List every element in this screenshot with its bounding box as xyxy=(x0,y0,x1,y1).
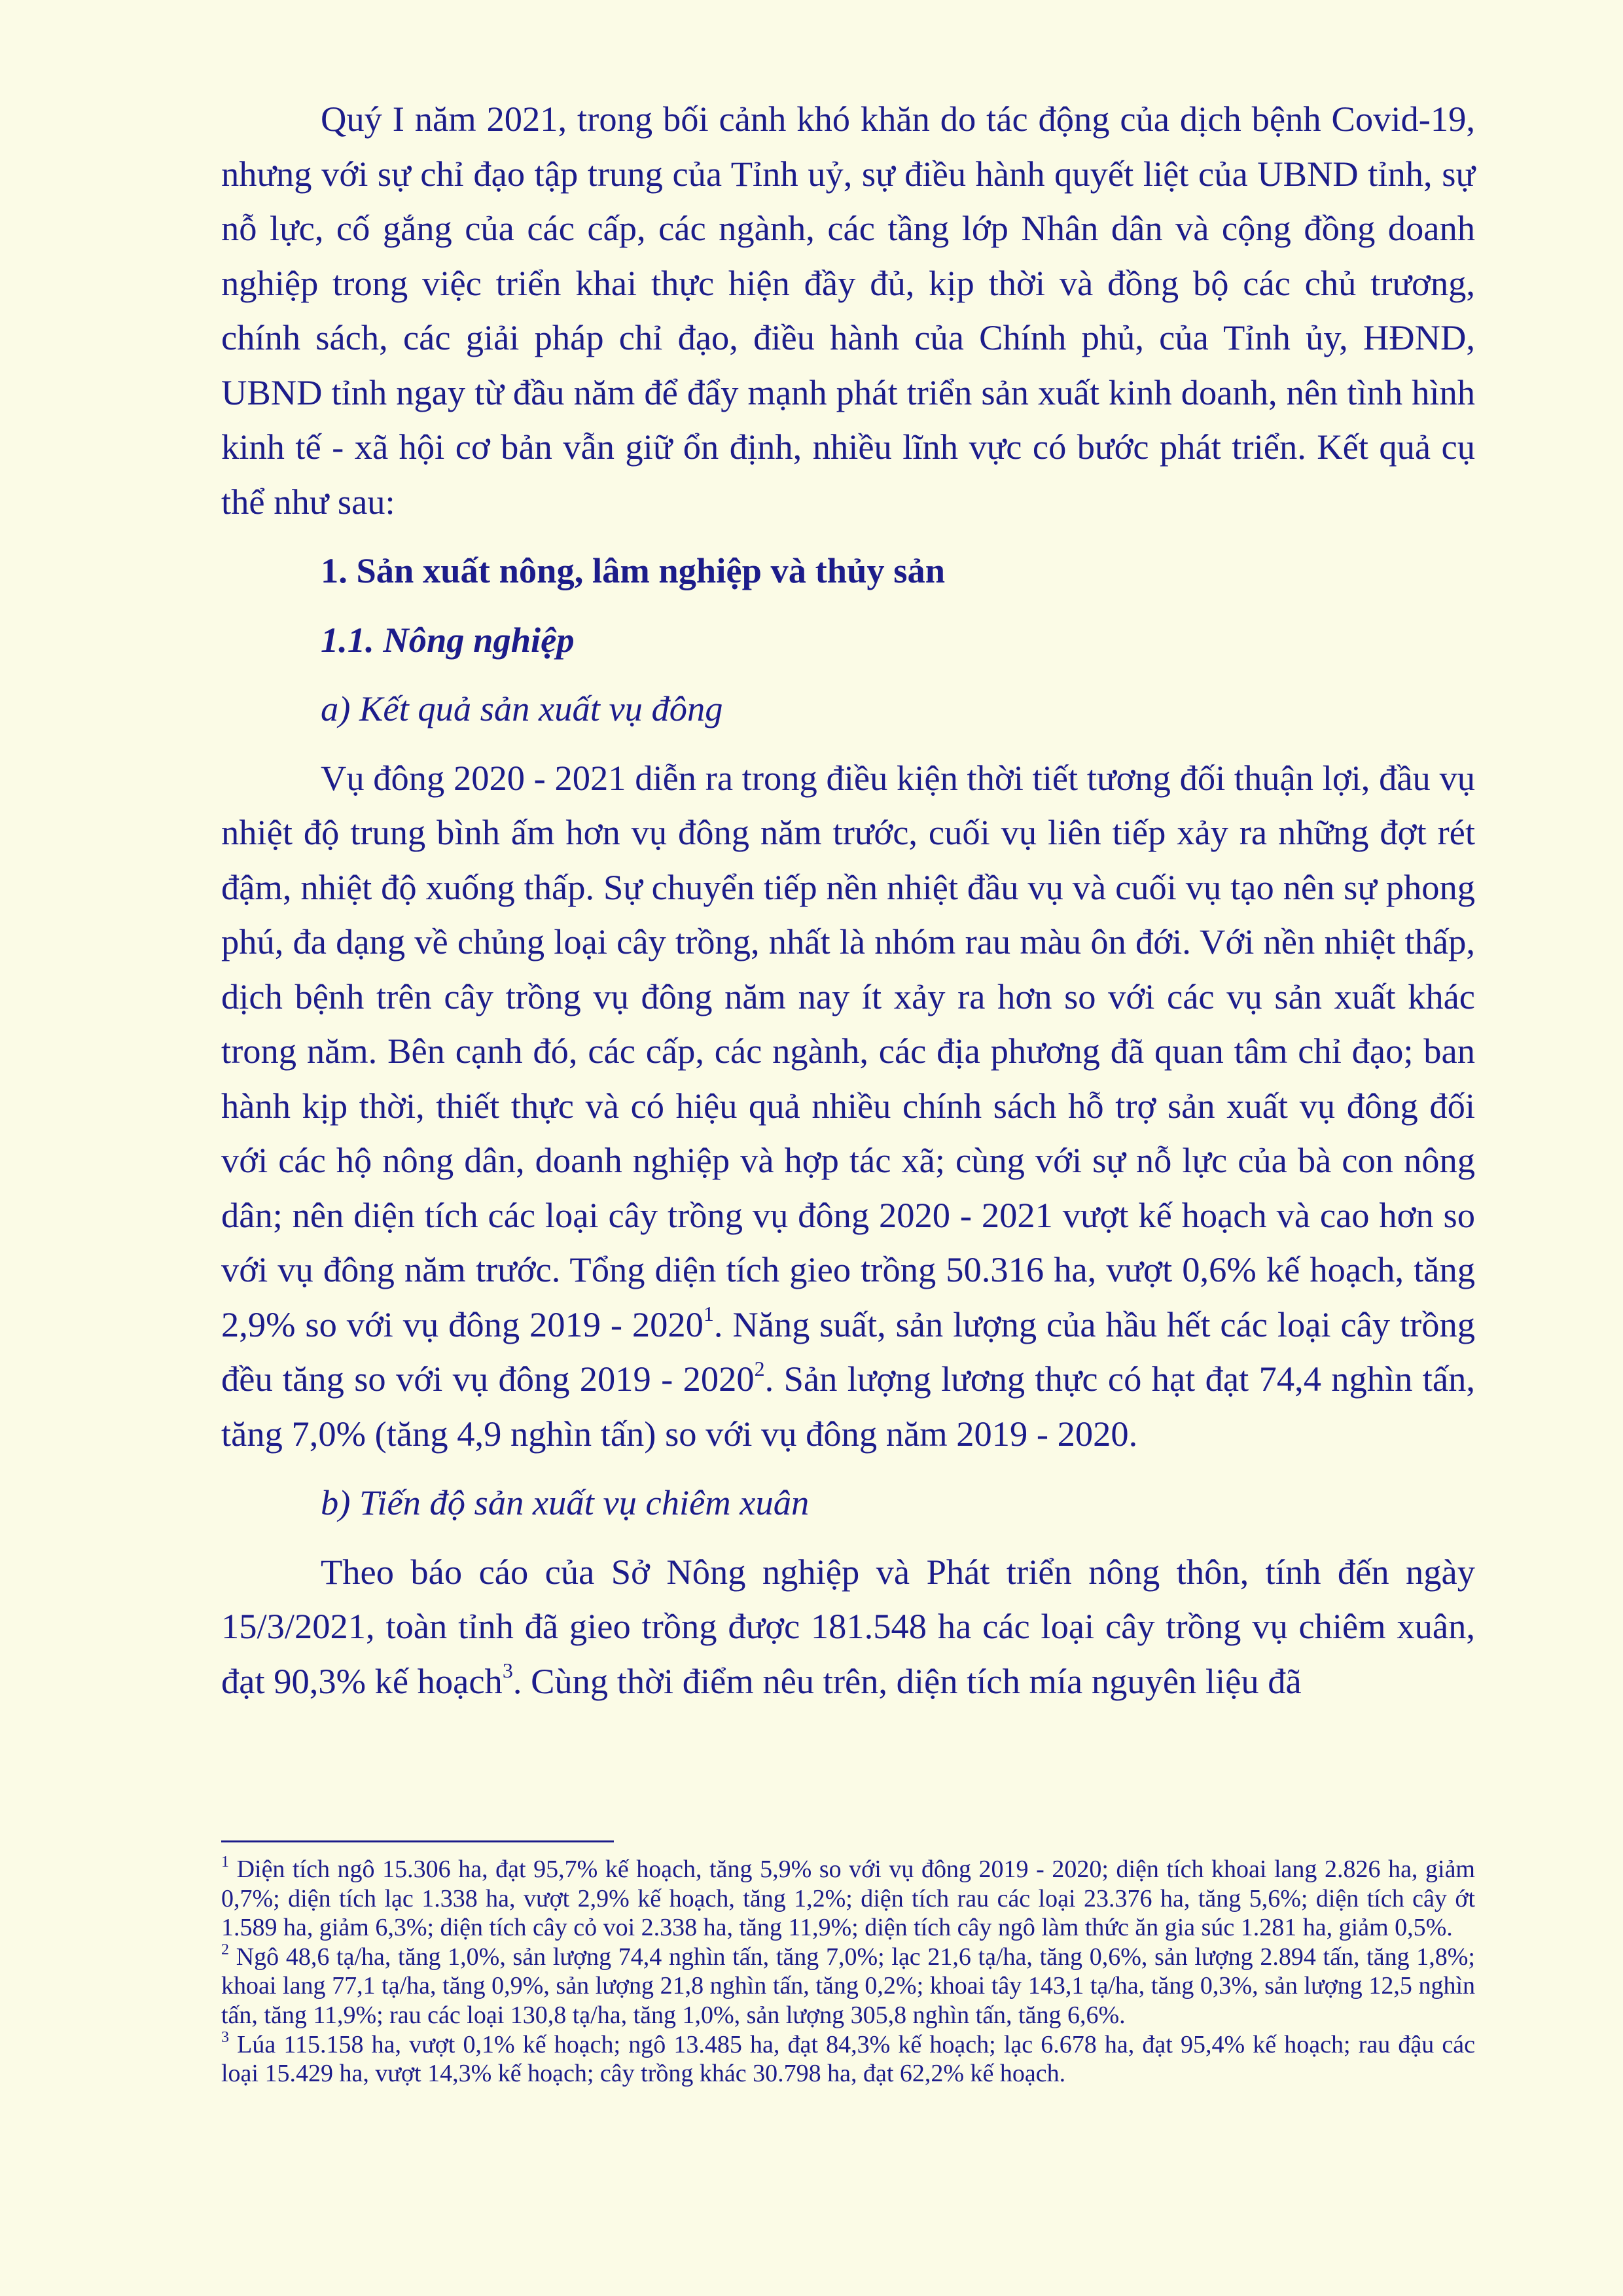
footnote-number-1: 1 xyxy=(221,1854,229,1871)
heading-section-1: 1. Sản xuất nông, lâm nghiệp và thủy sản xyxy=(321,550,946,590)
footnote-2 xyxy=(221,1943,1475,2030)
paragraph-winter-crop xyxy=(221,751,1475,1462)
paragraph-spring-crop xyxy=(221,1545,1475,1709)
body-text xyxy=(221,92,1475,1723)
heading-subsection-b: b) Tiến độ sản xuất vụ chiêm xuân xyxy=(321,1482,810,1522)
footnote-text-3: Lúa 115.158 ha, vượt 0,1% kế hoạch; ngô 13.485 ha, đạt 84,3% kế hoạch; lạc 6.678 ha, đạt 95,4% kế hoạch; rau đậu các loại 15.429 ha, vượt 14,3% kế hoạch; cây trồng khác 30.798 ha, đạt 62,2% kế hoạch. xyxy=(221,2030,1475,2088)
footnote-ref-1[interactable]: 1 xyxy=(703,1302,714,1326)
spring-text-2: . Cùng thời điểm nêu trên, diện tích mía nguyên liệu đã xyxy=(512,1660,1302,1701)
winter-text-3: . Sản lượng lương thực có hạt đạt 74,4 nghìn tấn, tăng 7,0% (tăng 4,9 nghìn tấn) so với vụ đông năm 2019 - 2020. xyxy=(221,1359,1475,1454)
winter-text-1: Vụ đông 2020 - 2021 diễn ra trong điều kiện thời tiết tương đối thuận lợi, đầu vụ nhiệt độ trung bình ấm hơn vụ đông năm trước, cuối vụ liên tiếp xảy ra những đợt rét đậm, nhiệt độ xuống thấp. Sự chuyển tiếp nền nhiệt đầu vụ và cuối vụ tạo nên sự phong phú, đa dạng về chủng loại cây trồng, nhất là nhóm rau màu ôn đới. Với nền nhiệt thấp, dịch bệnh trên cây trồng vụ đông năm nay ít xảy ra hơn so với các vụ sản xuất khác trong năm. Bên cạnh đó, các cấp, các ngành, các địa phương đã quan tâm chỉ đạo; ban hành kịp thời, thiết thực và có hiệu quả nhiều chính sách hỗ trợ sản xuất vụ đông đối với các hộ nông dân, doanh nghiệp và hợp tác xã; cùng với sự nỗ lực của bà con nông dân; nên diện tích các loại cây trồng vụ đông 2020 - 2021 vượt kế hoạch và cao hơn so với vụ đông năm trước. Tổng diện tích gieo trồng 50.316 ha, vượt 0,6% kế hoạch, tăng 2,9% so với vụ đông 2019 - 2020 xyxy=(221,757,1475,1344)
footnote-text-1: Diện tích ngô 15.306 ha, đạt 95,7% kế hoạch, tăng 5,9% so với vụ đông 2019 - 2020; diện tích khoai lang 2.826 ha, giảm 0,7%; diện tích lạc 1.338 ha, vượt 2,9% kế hoạch, tăng 1,2%; diện tích rau các loại 23.376 ha, tăng 5,6%; diện tích cây ớt 1.589 ha, giảm 6,3%; diện tích cây cỏ voi 2.338 ha, tăng 11,9%; diện tích cây ngô làm thức ăn gia súc 1.281 ha, giảm 0,5%. xyxy=(221,1856,1475,1942)
footnote-3 xyxy=(221,2030,1475,2089)
winter-text-2: . Năng suất, sản lượng của hầu hết các loại cây trồng đều tăng so với vụ đông 2019 - 2020 xyxy=(221,1304,1475,1399)
footnotes xyxy=(221,1855,1475,2089)
footnote-1 xyxy=(221,1855,1475,1943)
heading-subsection-a: a) Kết quả sản xuất vụ đông xyxy=(321,689,723,728)
footnote-divider xyxy=(221,1840,614,1842)
footnote-ref-2[interactable]: 2 xyxy=(754,1356,765,1380)
footnote-ref-3[interactable]: 3 xyxy=(502,1659,513,1683)
footnote-number-2: 2 xyxy=(221,1941,229,1959)
footnote-text-2: Ngô 48,6 tạ/ha, tăng 1,0%, sản lượng 74,4 nghìn tấn, tăng 7,0%; lạc 21,6 tạ/ha, tăng 0,6%, sản lượng 2.894 tấn, tăng 1,8%; khoai lang 77,1 tạ/ha, tăng 0,9%, sản lượng 21,8 nghìn tấn, tăng 0,2%; khoai tây 143,1 tạ/ha, tăng 0,3%, sản lượng 12,5 nghìn tấn, tăng 11,9%; rau các loại 130,8 tạ/ha, tăng 1,0%, sản lượng 305,8 nghìn tấn, tăng 6,6%. xyxy=(221,1943,1475,2029)
footnote-number-3: 3 xyxy=(221,2028,229,2046)
paragraph-intro: Quý I năm 2021, trong bối cảnh khó khăn do tác động của dịch bệnh Covid-19, nhưng với sự chỉ đạo tập trung của Tỉnh uỷ, sự điều hành quyết liệt của UBND tỉnh, sự nỗ lực, cố gắng của các cấp, các ngành, các tầng lớp Nhân dân và cộng đồng doanh nghiệp trong việc triển khai thực hiện đầy đủ, kịp thời và đồng bộ các chủ trương, chính sách, các giải pháp chỉ đạo, điều hành của Chính phủ, của Tỉnh ủy, HĐND, UBND tỉnh ngay từ đầu năm để đẩy mạnh phát triển sản xuất kinh doanh, nên tình hình kinh tế - xã hội cơ bản vẫn giữ ổn định, nhiều lĩnh vực có bước phát triển. Kết quả cụ thể như sau: xyxy=(221,99,1475,522)
spring-text-1: Theo báo cáo của Sở Nông nghiệp và Phát triển nông thôn, tính đến ngày 15/3/2021, toàn tỉnh đã gieo trồng được 181.548 ha các loại cây trồng vụ chiêm xuân, đạt 90,3% kế hoạch xyxy=(221,1551,1475,1701)
heading-section-1-1: 1.1. Nông nghiệp xyxy=(321,619,575,660)
